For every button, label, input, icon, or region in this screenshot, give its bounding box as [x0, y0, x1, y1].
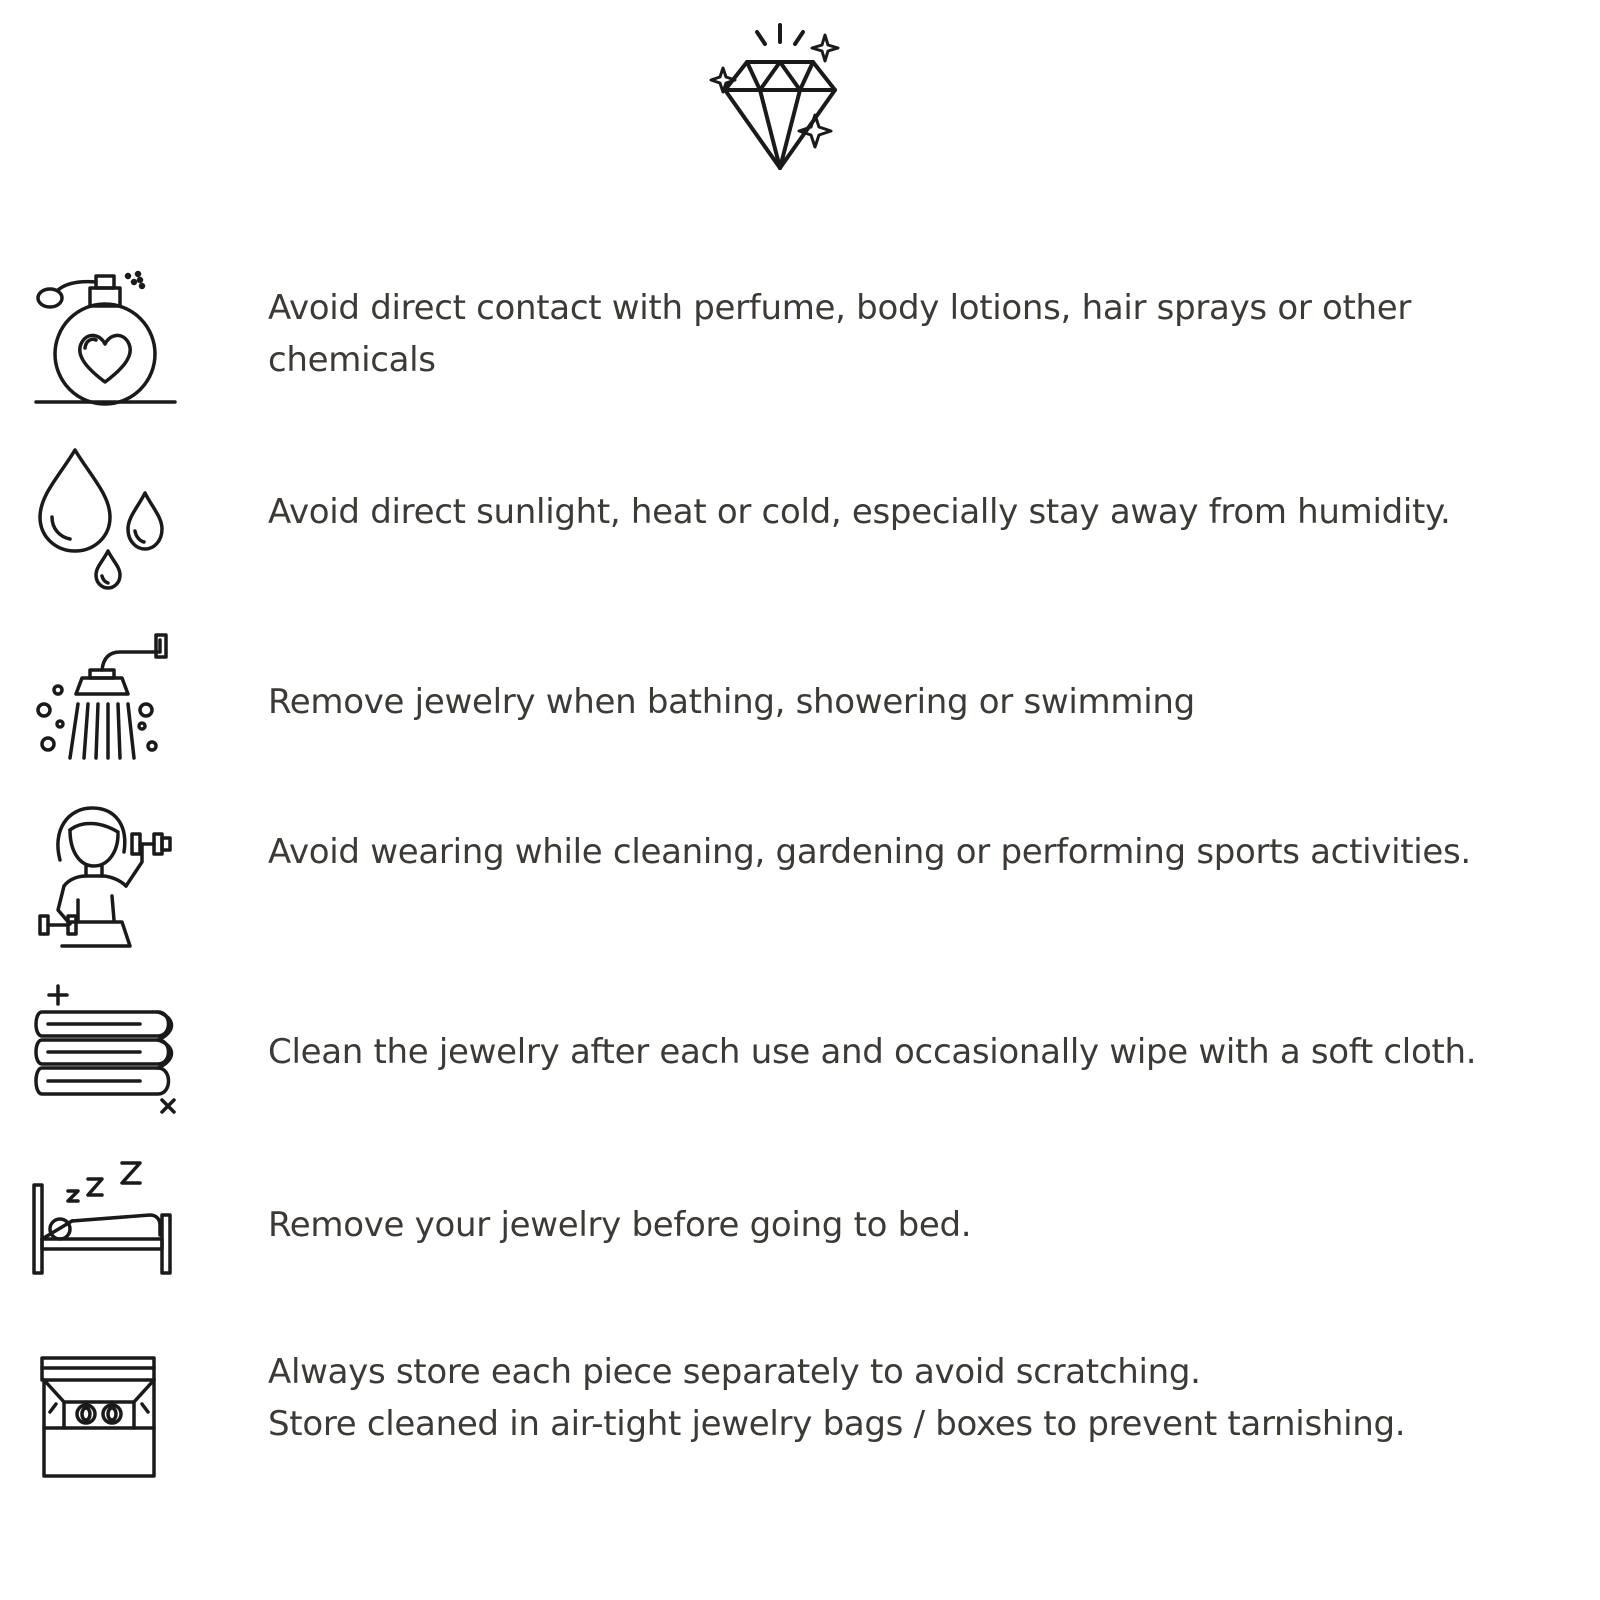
- tip-perfume-text: [268, 282, 1568, 386]
- folded-towels-icon: [30, 982, 180, 1117]
- tip-line: Remove jewelry when bathing, showering or swimming: [268, 682, 1195, 722]
- tip-activities-text: [268, 826, 1568, 878]
- tip-sunlight-text: [268, 486, 1568, 538]
- tip-line: Avoid direct sunlight, heat or cold, especially stay away from humidity.: [268, 492, 1451, 532]
- tip-line: Avoid wearing while cleaning, gardening or performing sports activities.: [268, 832, 1471, 872]
- sparkling-diamond-icon: [705, 20, 855, 175]
- tip-cleaning-text: [268, 1026, 1568, 1078]
- tip-storage-text: [268, 1346, 1568, 1450]
- water-drops-icon: [30, 445, 180, 600]
- tip-line: Store cleaned in air-tight jewelry bags / boxes to prevent tarnishing.: [268, 1404, 1406, 1444]
- shower-head-icon: [30, 630, 180, 770]
- jewelry-box-icon: [30, 1348, 180, 1488]
- tip-bed-text: [268, 1199, 1568, 1251]
- tip-line: Always store each piece separately to avoid scratching.: [268, 1352, 1201, 1392]
- sleeping-in-bed-icon: [30, 1155, 180, 1285]
- tip-line: chemicals: [268, 340, 436, 380]
- tip-line: Remove your jewelry before going to bed.: [268, 1205, 972, 1245]
- perfume-bottle-icon: [30, 262, 180, 412]
- tip-line: Avoid direct contact with perfume, body lotions, hair sprays or other: [268, 288, 1412, 328]
- tip-line: Clean the jewelry after each use and occasionally wipe with a soft cloth.: [268, 1032, 1477, 1072]
- tip-bathing-text: [268, 676, 1568, 728]
- woman-exercising-icon: [30, 800, 180, 950]
